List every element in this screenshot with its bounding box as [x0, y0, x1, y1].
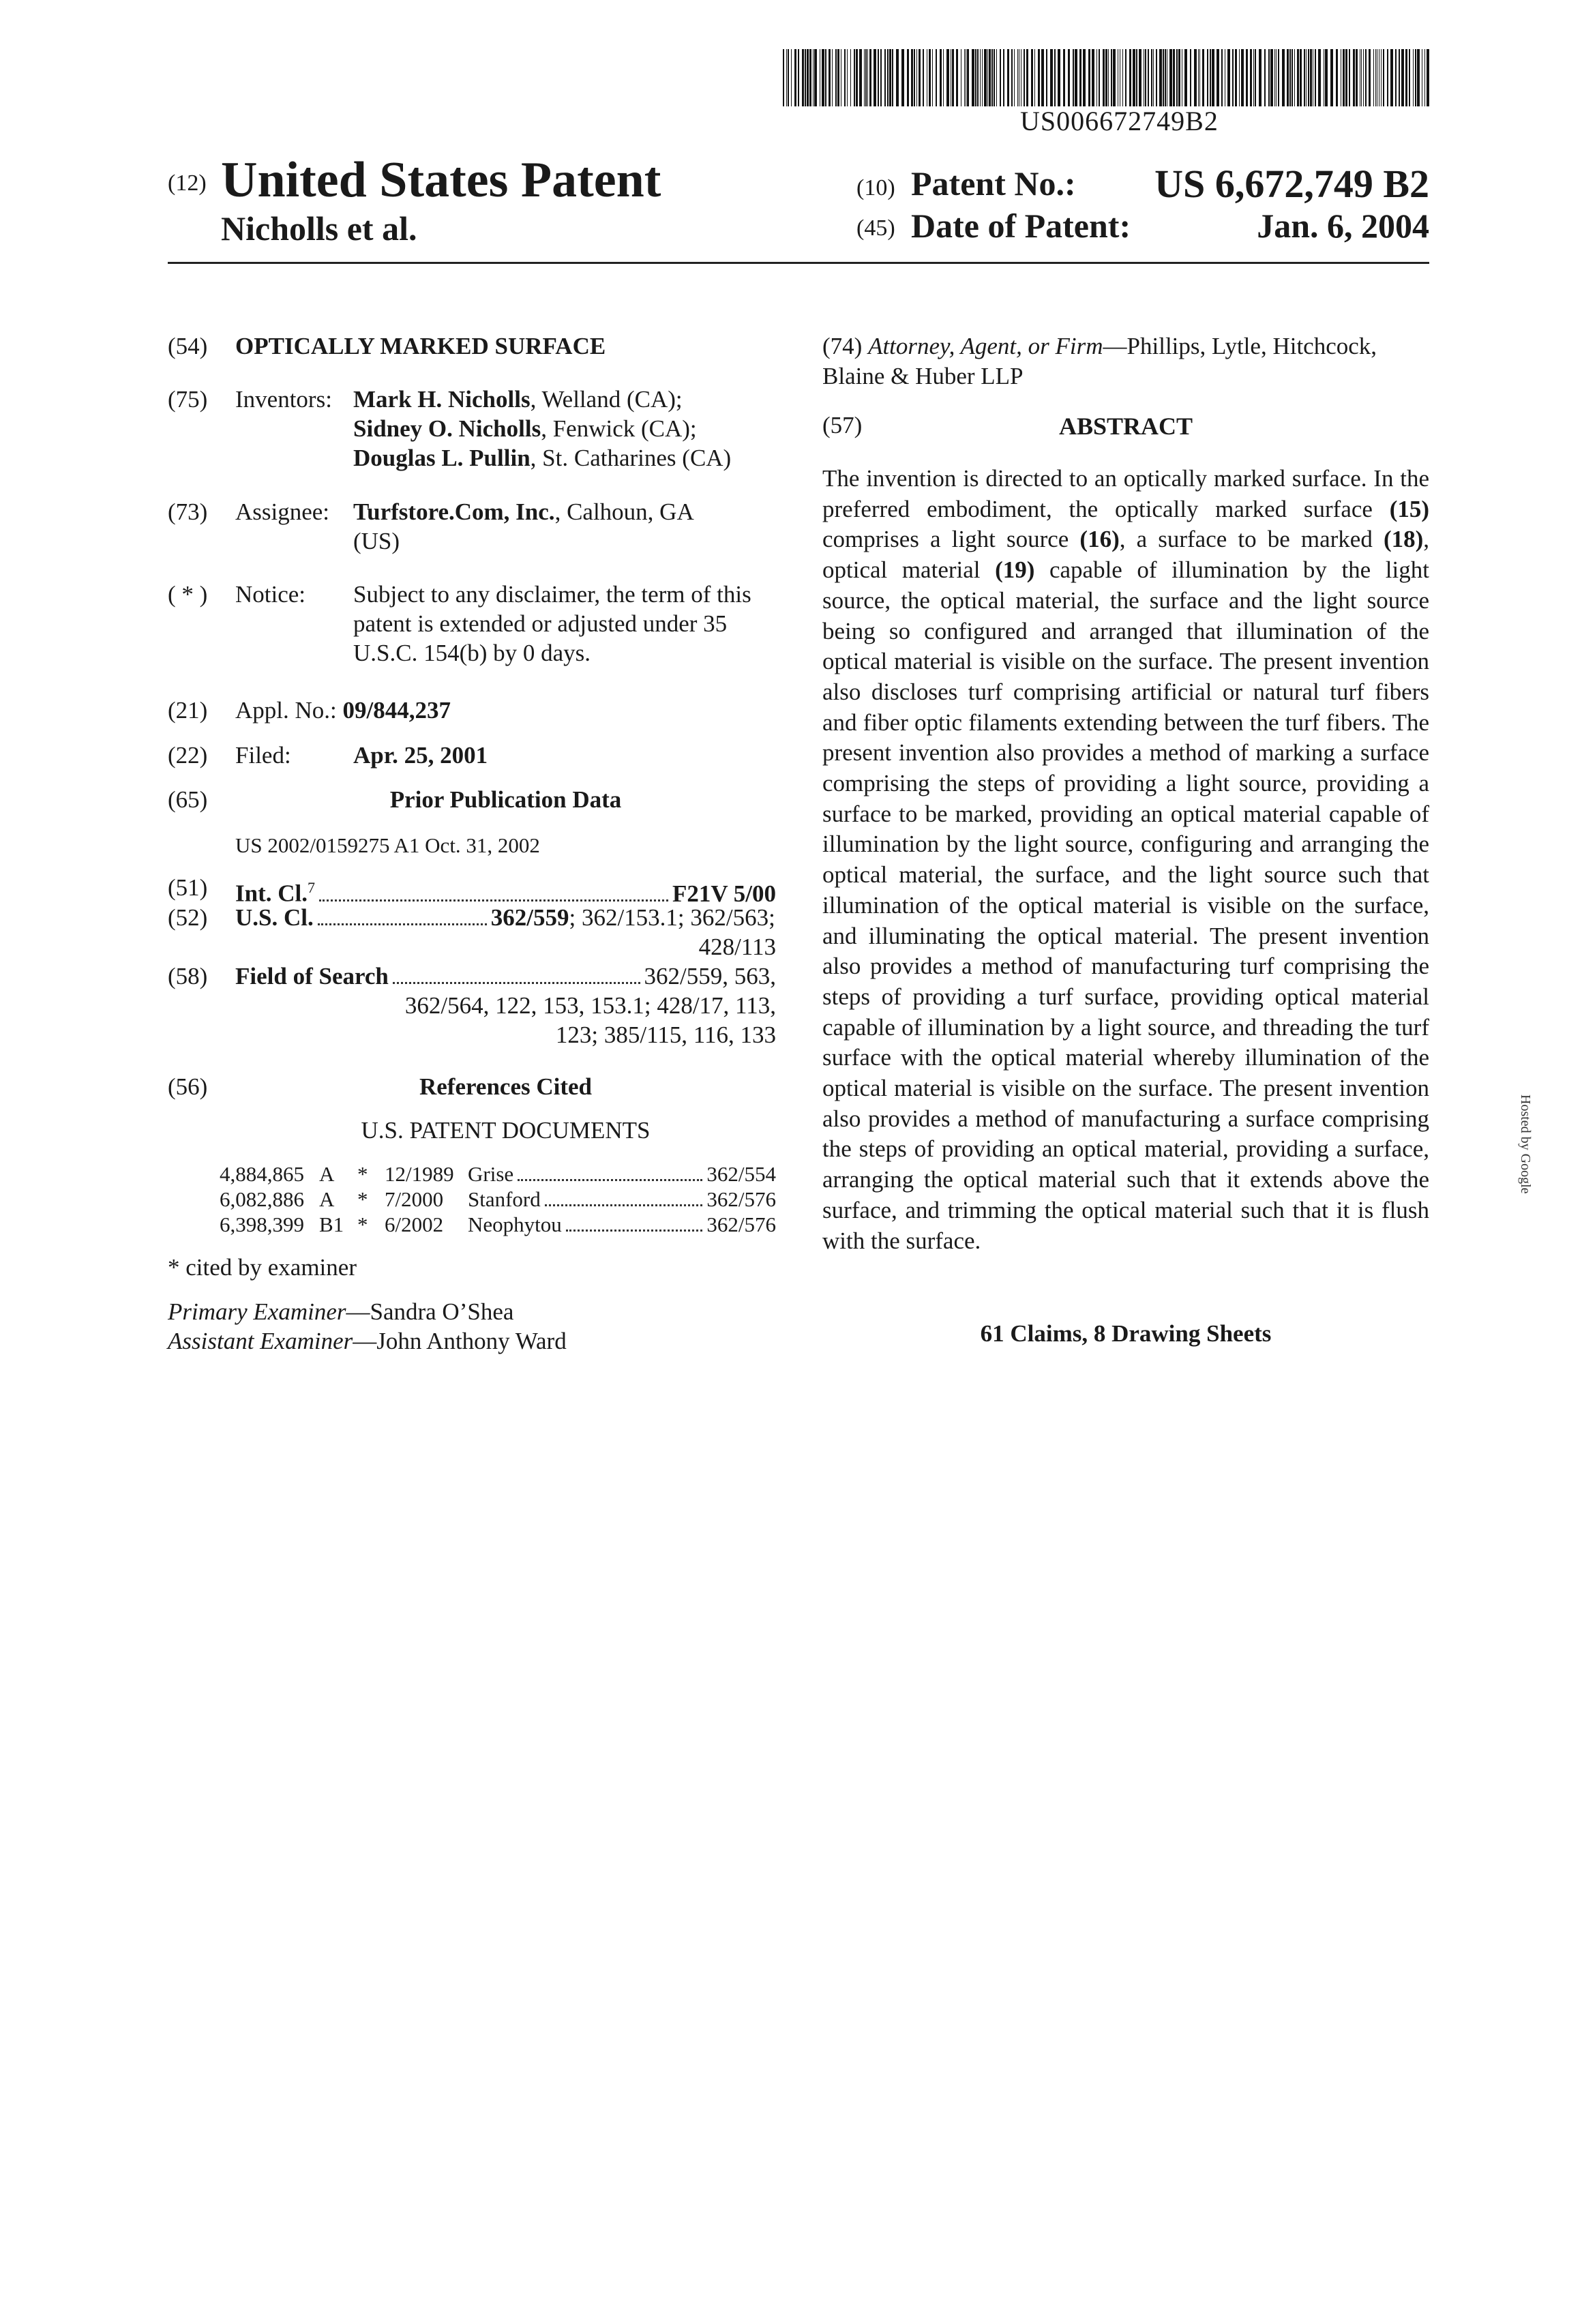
barcode-bar: [1424, 49, 1425, 106]
patent-number: US 6,672,749 B2: [1154, 162, 1429, 206]
code-57: (57): [822, 412, 863, 438]
barcode-bar: [1159, 49, 1162, 106]
document-title: United States Patent: [221, 152, 661, 208]
barcode-bar: [802, 49, 804, 106]
barcode-bar: [829, 49, 831, 106]
barcode-bar: [880, 49, 882, 106]
barcode-bar: [835, 49, 837, 106]
assignee-name: Turfstore.Com, Inc.: [353, 498, 555, 525]
barcode-bar: [1246, 49, 1248, 106]
barcode-bar: [805, 49, 806, 106]
barcode-bar: [1079, 49, 1081, 106]
barcode-bar: [940, 49, 942, 106]
barcode-bar: [1075, 49, 1077, 106]
barcode-bar: [1083, 49, 1086, 106]
barcode-bar: [847, 49, 848, 106]
barcode-bar: [946, 49, 949, 106]
inventor-name: Douglas L. Pullin: [353, 445, 531, 471]
field-search-line2: 362/564, 122, 153, 153.1; 428/17, 113,: [404, 992, 776, 1019]
field-search-label: Field of Search: [235, 963, 389, 989]
barcode-bar: [1383, 49, 1384, 106]
barcode-bar: [923, 49, 924, 106]
leader-dots: [318, 923, 487, 925]
barcode-bar: [1306, 49, 1307, 106]
barcode-bar: [1212, 49, 1214, 106]
references-subheading: U.S. PATENT DOCUMENTS: [361, 1117, 651, 1144]
abstract-text: The invention is directed to an optically marked surface. In the preferred embodiment, the optically marked surface (15) comprises a light source (16), a surface to be marked (18), optical material (19) capable of illumination by the light source, the optical material, the surface and the light source being so configured and arranged that illumination of the optical material is visible on the surface. The present invention also discloses turf comprising artificial or natural turf fibers and fiber optic filaments extending between the turf fibers. The present invention also provides a method of marking a surface comprising the steps of providing a light source, providing a surface to be marked, providing an optical material capable of illumination by the light source, configuring and arranging the optical material, the surface, and the light source such that illumination of the optical material is visible on the surface, and illuminating the optical material. The present invention also provides a method of manufacturing turf comprising the steps of providing a turf surface, providing optical material capable of illumination by a light source, and threading the turf surface with the optical material whereby illumination of the optical material is visible on the surface. The present invention also provides a method of manufacturing a surface comprising the steps of providing an optical material, providing a surface, arranging the optical material such that it extends above the surface, and trimming the optical material such that it is flush with the surface.: [822, 465, 1429, 1254]
barcode-bar: [1099, 49, 1100, 106]
reference-row: 4,884,865 A * 12/1989 Grise 362/554: [220, 1162, 776, 1186]
barcode-bar: [856, 49, 858, 106]
barcode-number: US006672749B2: [1020, 106, 1219, 136]
barcode-bar: [991, 49, 993, 106]
attorney-line2: Blaine & Huber LLP: [822, 363, 1024, 389]
barcode-bar: [989, 49, 991, 106]
barcode-bar: [837, 49, 839, 106]
code-58: (58): [168, 963, 208, 989]
code-75: (75): [168, 386, 208, 413]
barcode-bar: [1268, 49, 1270, 106]
barcode-bar: [1363, 49, 1364, 106]
barcode-bar: [1255, 49, 1256, 106]
barcode-bar: [1274, 49, 1275, 106]
barcode-bar: [1054, 49, 1056, 106]
barcode-bar: [1194, 49, 1197, 106]
barcode-bar: [964, 49, 965, 106]
reference-row: 6,398,399 B1 * 6/2002 Neophytou 362/576: [220, 1212, 776, 1236]
barcode-bar: [1017, 49, 1018, 106]
barcode-bar: [1235, 49, 1237, 106]
barcode-bar: [1058, 49, 1060, 106]
int-cl-label: Int. Cl.$^7$: [235, 879, 315, 907]
barcode-bar: [864, 49, 865, 106]
barcode-bar: [982, 49, 983, 106]
barcode-bar: [1151, 49, 1152, 106]
barcode-bar: [1381, 49, 1382, 106]
us-cl-row: [235, 903, 776, 932]
barcode-bar: [994, 49, 995, 106]
leader-dots: [319, 899, 668, 902]
barcode-bar: [1373, 49, 1374, 106]
barcode-bar: [1336, 49, 1338, 106]
barcode-bar: [1221, 49, 1223, 106]
barcode-bar: [1343, 49, 1345, 106]
barcode-bar: [869, 49, 871, 106]
barcode-bar: [1046, 49, 1047, 106]
barcode-bar: [1034, 49, 1035, 106]
barcode-bar: [807, 49, 809, 106]
barcode-bar: [1399, 49, 1400, 106]
barcode-bar: [1365, 49, 1367, 106]
barcode-bar: [1129, 49, 1131, 106]
barcode-bar: [1173, 49, 1175, 106]
barcode-bar: [980, 49, 981, 106]
barcode-bar: [1153, 49, 1154, 106]
inventor-line: [353, 414, 697, 443]
barcode-bar: [1353, 49, 1355, 106]
notice-label: Notice:: [235, 581, 306, 608]
barcode-bar: [798, 49, 799, 106]
barcode-bar: [1000, 49, 1001, 106]
barcode: [783, 49, 1429, 106]
assignee-label: Assignee:: [235, 498, 330, 525]
barcode-bar: [1330, 49, 1333, 106]
barcode-bar: [1026, 49, 1028, 106]
assignee: [353, 497, 694, 526]
barcode-bar: [929, 49, 931, 106]
barcode-bar: [1253, 49, 1254, 106]
barcode-bar: [786, 49, 787, 106]
barcode-bar: [1308, 49, 1309, 106]
barcode-bar: [901, 49, 904, 106]
barcode-bar: [844, 49, 846, 106]
barcode-bar: [1163, 49, 1164, 106]
barcode-bar: [896, 49, 899, 106]
barcode-bar: [1264, 49, 1266, 106]
barcode-bar: [1427, 49, 1429, 106]
barcode-bar: [1415, 49, 1416, 106]
barcode-bar: [1024, 49, 1025, 106]
barcode-bar: [1232, 49, 1234, 106]
code-52: (52): [168, 904, 208, 931]
inventor-line: [353, 443, 731, 473]
barcode-bar: [1282, 49, 1285, 106]
barcode-bar: [1259, 49, 1262, 106]
barcode-bar: [1165, 49, 1166, 106]
barcode-bar: [887, 49, 889, 106]
barcode-bar: [1111, 49, 1112, 106]
barcode-bar: [943, 49, 944, 106]
barcode-bar: [1401, 49, 1404, 106]
barcode-bar: [1292, 49, 1293, 106]
barcode-bar: [1294, 49, 1295, 106]
code-56: (56): [168, 1073, 208, 1100]
barcode-bar: [794, 49, 796, 106]
field-search-row: [235, 962, 776, 991]
inventors-label: Inventors:: [235, 386, 332, 413]
code-45: (45): [856, 215, 895, 241]
attorney-line1: (74) Attorney, Agent, or Firm—Phillips, Lytle, Hitchcock,: [822, 333, 1377, 359]
code-12: (12): [168, 170, 207, 196]
field-search-line3: 123; 385/115, 116, 133: [555, 1022, 776, 1048]
inventor-line: [353, 385, 683, 414]
barcode-bar: [874, 49, 876, 106]
barcode-bar: [1310, 49, 1312, 106]
barcode-bar: [1041, 49, 1044, 106]
barcode-bar: [932, 49, 933, 106]
barcode-bar: [822, 49, 824, 106]
code-65: (65): [168, 786, 208, 813]
references-heading: References Cited: [419, 1073, 592, 1100]
barcode-bar: [1207, 49, 1208, 106]
barcode-bar: [788, 49, 789, 106]
prior-publication-value: US 2002/0159275 A1 Oct. 31, 2002: [235, 833, 540, 857]
patent-number-label: Patent No.:: [911, 164, 1076, 203]
barcode-bar: [1270, 49, 1273, 106]
barcode-bar: [984, 49, 987, 106]
barcode-bar: [1239, 49, 1240, 106]
date-label: Date of Patent:: [911, 207, 1131, 245]
inventor-place: , St. Catharines (CA): [530, 445, 732, 471]
barcode-bar: [791, 49, 792, 106]
barcode-bar: [1139, 49, 1141, 106]
invention-title: OPTICALLY MARKED SURFACE: [235, 333, 606, 359]
barcode-bar: [1031, 49, 1033, 106]
barcode-bar: [1178, 49, 1180, 106]
barcode-bar: [1361, 49, 1362, 106]
barcode-bar: [859, 49, 862, 106]
us-cl-label: U.S. Cl.: [235, 904, 314, 931]
barcode-bar: [1184, 49, 1187, 106]
barcode-bar: [1287, 49, 1289, 106]
barcode-bar: [1405, 49, 1407, 106]
leader-dots: [393, 982, 640, 984]
appl-no-label: Appl. No.:: [235, 697, 337, 724]
barcode-bar: [1136, 49, 1137, 106]
barcode-bar: [1304, 49, 1305, 106]
barcode-bar: [1241, 49, 1244, 106]
barcode-bar: [1413, 49, 1414, 106]
code-10: (10): [856, 175, 895, 200]
appl-no-value: 09/844,237: [342, 697, 451, 724]
notice-text-line: U.S.C. 154(b) by 0 days.: [353, 640, 591, 666]
barcode-bar: [1315, 49, 1316, 106]
barcode-bar: [1345, 49, 1347, 106]
inventor-name: Mark H. Nicholls: [353, 386, 531, 413]
barcode-bar: [1276, 49, 1277, 106]
filed-value: Apr. 25, 2001: [353, 742, 488, 769]
barcode-bar: [809, 49, 811, 106]
assignee-place-line2: (US): [353, 528, 400, 554]
code-notice: ( * ): [168, 581, 208, 608]
cited-by-examiner: * cited by examiner: [168, 1254, 357, 1281]
barcode-bar: [1133, 49, 1135, 106]
barcode-bar: [1105, 49, 1107, 106]
code-21: (21): [168, 697, 208, 724]
code-54: (54): [168, 333, 208, 359]
barcode-bar: [1227, 49, 1230, 106]
barcode-bar: [1190, 49, 1191, 106]
barcode-bar: [1092, 49, 1094, 106]
inventor-place: , Fenwick (CA);: [541, 415, 697, 442]
barcode-bar: [956, 49, 958, 106]
barcode-bar: [1125, 49, 1126, 106]
primary-examiner: Primary Examiner—Sandra O’Shea: [168, 1298, 514, 1325]
barcode-bar: [1250, 49, 1252, 106]
barcode-bar: [1169, 49, 1172, 106]
barcode-bar: [1349, 49, 1350, 106]
barcode-bar: [996, 49, 997, 106]
barcode-bar: [914, 49, 915, 106]
barcode-bar: [1325, 49, 1328, 106]
reference-row: 6,082,886 A * 7/2000 Stanford 362/576: [220, 1187, 776, 1211]
assistant-examiner: Assistant Examiner—John Anthony Ward: [168, 1328, 567, 1354]
code-22: (22): [168, 742, 208, 769]
barcode-bar: [1375, 49, 1376, 106]
us-cl-value: 362/559; 362/153.1; 362/563;: [490, 904, 775, 931]
barcode-bar: [1073, 49, 1074, 106]
barcode-bar: [1198, 49, 1199, 106]
barcode-bar: [1003, 49, 1004, 106]
barcode-bar: [1063, 49, 1065, 106]
barcode-bar: [1038, 49, 1040, 106]
patent-date: Jan. 6, 2004: [1257, 207, 1429, 245]
filed-label: Filed:: [235, 742, 291, 769]
inventor-place: , Welland (CA);: [530, 386, 683, 413]
barcode-bar: [1014, 49, 1015, 106]
barcode-bar: [952, 49, 954, 106]
barcode-bar: [878, 49, 879, 106]
barcode-bar: [892, 49, 893, 106]
barcode-bar: [1356, 49, 1358, 106]
barcode-bar: [1278, 49, 1279, 106]
barcode-bar: [1199, 49, 1200, 106]
barcode-bar: [1156, 49, 1157, 106]
barcode-bar: [1210, 49, 1211, 106]
barcode-bar: [972, 49, 974, 106]
appl-no: [235, 696, 451, 725]
barcode-bar: [865, 49, 867, 106]
barcode-bar: [1050, 49, 1053, 106]
watermark: Hosted by Google: [1518, 1094, 1533, 1194]
barcode-bar: [1122, 49, 1123, 106]
notice-text-line: Subject to any disclaimer, the term of this: [353, 581, 751, 608]
barcode-bar: [975, 49, 976, 106]
barcode-bar: [907, 49, 909, 106]
barcode-bar: [919, 49, 921, 106]
barcode-bar: [1068, 49, 1070, 106]
barcode-bar: [1148, 49, 1149, 106]
inventor-short: Nicholls et al.: [221, 209, 417, 248]
barcode-bar: [1202, 49, 1204, 106]
barcode-bar: [1369, 49, 1371, 106]
barcode-bar: [916, 49, 917, 106]
prior-publication-heading: Prior Publication Data: [389, 786, 622, 813]
code-73: (73): [168, 498, 208, 525]
barcode-bar: [1318, 49, 1321, 106]
barcode-bar: [987, 49, 988, 106]
barcode-bar: [1300, 49, 1302, 106]
barcode-bar: [1088, 49, 1090, 106]
barcode-bar: [1297, 49, 1299, 106]
barcode-bar: [911, 49, 913, 106]
barcode-bar: [884, 49, 886, 106]
us-cl-line2: 428/113: [698, 934, 776, 960]
barcode-bar: [1217, 49, 1219, 106]
header-rule: [168, 262, 1429, 264]
code-51: (51): [168, 874, 208, 901]
abstract-heading: ABSTRACT: [1058, 413, 1193, 440]
notice-text-line: patent is extended or adjusted under 35: [353, 610, 728, 637]
barcode-bar: [850, 49, 851, 106]
assignee-place: , Calhoun, GA: [554, 498, 694, 525]
barcode-bar: [1390, 49, 1393, 106]
barcode-bar: [825, 49, 826, 106]
barcode-bar: [1409, 49, 1410, 106]
barcode-bar: [832, 49, 833, 106]
field-search-line1: 362/559, 563,: [644, 963, 776, 989]
barcode-bar: [783, 49, 784, 106]
int-cl-value: F21V 5/00: [672, 880, 776, 907]
barcode-bar: [1176, 49, 1178, 106]
barcode-bar: [867, 49, 868, 106]
barcode-bar: [1417, 49, 1420, 106]
barcode-bar: [1011, 49, 1013, 106]
barcode-bar: [1096, 49, 1097, 106]
barcode-bar: [1108, 49, 1109, 106]
barcode-bar: [854, 49, 855, 106]
barcode-bar: [1103, 49, 1105, 106]
barcode-bar: [1387, 49, 1388, 106]
barcode-bar: [1395, 49, 1397, 106]
barcode-bar: [814, 49, 817, 106]
barcode-bar: [813, 49, 814, 106]
barcode-bar: [1145, 49, 1146, 106]
barcode-bar: [1113, 49, 1116, 106]
claims-summary: 61 Claims, 8 Drawing Sheets: [980, 1320, 1272, 1347]
barcode-bar: [936, 49, 937, 106]
barcode-bar: [1007, 49, 1009, 106]
inventor-name: Sidney O. Nicholls: [353, 415, 541, 442]
barcode-bar: [889, 49, 891, 106]
barcode-bar: [1289, 49, 1291, 106]
barcode-bar: [967, 49, 969, 106]
barcode-bar: [977, 49, 979, 106]
